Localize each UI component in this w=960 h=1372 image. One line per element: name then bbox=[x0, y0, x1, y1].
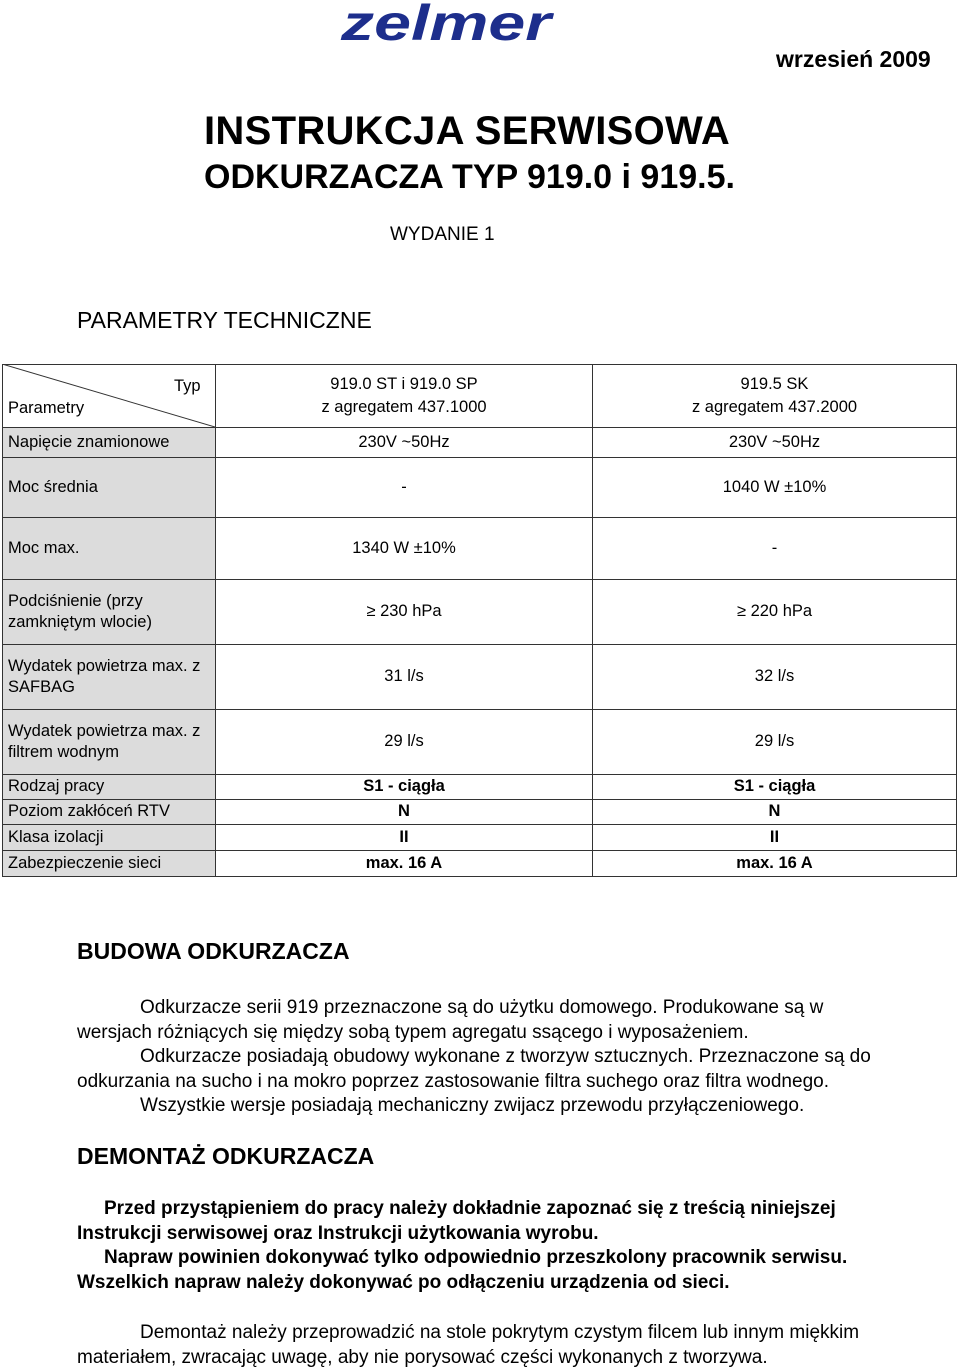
section-heading-params: PARAMETRY TECHNICZNE bbox=[77, 307, 372, 333]
issue-date: wrzesień 2009 bbox=[776, 46, 931, 72]
text-line: Odkurzacze serii 919 przeznaczone są do użytku domowego. Produkowane są w bbox=[140, 997, 824, 1018]
row-value: S1 - ciągła bbox=[593, 775, 957, 800]
row-label: Moc max. bbox=[2, 518, 216, 580]
zelmer-logo bbox=[338, 2, 554, 46]
row-value: 230V ~50Hz bbox=[593, 428, 957, 458]
row-value: 29 l/s bbox=[593, 710, 957, 775]
text-line: Odkurzacze posiadają obudowy wykonane z tworzyw sztucznych. Przeznaczone są do bbox=[140, 1046, 871, 1067]
row-label: Moc średnia bbox=[2, 458, 216, 518]
text-line: Demontaż należy przeprowadzić na stole pokrytym czystym filcem lub innym miękkim bbox=[140, 1322, 860, 1343]
corner-params-label: Parametry bbox=[8, 399, 85, 417]
row-value: ≥ 230 hPa bbox=[216, 580, 593, 645]
row-label: Wydatek powietrza max. z SAFBAG bbox=[2, 645, 216, 710]
text-line: materiałem, zwracając uwagę, aby nie porysować części wykonanych z tworzywa. bbox=[77, 1346, 768, 1368]
row-value: N bbox=[593, 800, 957, 825]
dismantle-paragraph bbox=[77, 1321, 957, 1370]
row-label: Poziom zakłóceń RTV bbox=[2, 800, 216, 825]
row-value: N bbox=[216, 800, 593, 825]
row-value: 230V ~50Hz bbox=[216, 428, 593, 458]
row-value: 31 l/s bbox=[216, 645, 593, 710]
row-value: 29 l/s bbox=[216, 710, 593, 775]
row-value: S1 - ciągła bbox=[216, 775, 593, 800]
safety-warning-paragraph bbox=[77, 1197, 957, 1295]
column-header-line: z agregatem 437.1000 bbox=[321, 397, 487, 416]
text-line: Wszelkich napraw należy dokonywać po odłączeniu urządzenia od sieci. bbox=[77, 1271, 730, 1293]
column-header-line: z agregatem 437.2000 bbox=[691, 397, 858, 416]
text-line: Napraw powinien dokonywać tylko odpowiednio przeszkolony pracownik serwisu. bbox=[104, 1247, 848, 1268]
row-value: max. 16 A bbox=[216, 851, 593, 877]
section-heading-dismantle: DEMONTAŻ ODKURZACZA bbox=[77, 1143, 375, 1169]
edition-label: WYDANIE 1 bbox=[390, 224, 495, 245]
row-label: Wydatek powietrza max. z filtrem wodnym bbox=[2, 710, 216, 775]
row-value: II bbox=[593, 825, 957, 851]
row-value: II bbox=[216, 825, 593, 851]
row-value: - bbox=[216, 458, 593, 518]
row-value: - bbox=[593, 518, 957, 580]
text-line: wersjach różniących się między sobą typem agregatu ssącego i wyposażeniem. bbox=[77, 1021, 749, 1043]
text-line: Wszystkie wersje posiadają mechaniczny zwijacz przewodu przyłączeniowego. bbox=[140, 1095, 805, 1116]
row-label: Napięcie znamionowe bbox=[2, 428, 216, 458]
document-title: INSTRUKCJA SERWISOWA bbox=[204, 109, 731, 153]
row-label: Podciśnienie (przy zamkniętym wlocie) bbox=[2, 580, 216, 645]
document-subtitle: ODKURZACZA TYP 919.0 i 919.5. bbox=[204, 158, 735, 196]
build-paragraph bbox=[77, 996, 957, 1119]
column-header-919-0 bbox=[216, 364, 593, 428]
row-label: Zabezpieczenie sieci bbox=[2, 851, 216, 877]
column-header-919-5 bbox=[593, 364, 957, 428]
text-line: Przed przystąpieniem do pracy należy dokładnie zapoznać się z treścią niniejszej bbox=[104, 1198, 836, 1219]
row-value: 1340 W ±10% bbox=[216, 518, 593, 580]
section-heading-build: BUDOWA ODKURZACZA bbox=[77, 938, 350, 964]
row-value: 1040 W ±10% bbox=[593, 458, 957, 518]
corner-type-label: Typ bbox=[174, 377, 201, 395]
table-corner-cell bbox=[2, 364, 216, 428]
logo-wordmark: zelmer bbox=[339, 2, 554, 46]
row-label: Klasa izolacji bbox=[2, 825, 216, 851]
column-header-line: 919.5 SK bbox=[740, 375, 809, 394]
row-value: max. 16 A bbox=[593, 851, 957, 877]
row-value: 32 l/s bbox=[593, 645, 957, 710]
parameters-table bbox=[2, 364, 957, 877]
column-header-line: 919.0 ST i 919.0 SP bbox=[330, 375, 478, 394]
row-value: ≥ 220 hPa bbox=[593, 580, 957, 645]
row-label: Rodzaj pracy bbox=[2, 775, 216, 800]
text-line: odkurzania na sucho i na mokro poprzez zastosowanie filtra suchego oraz filtra wodnego. bbox=[77, 1070, 829, 1092]
text-line: Instrukcji serwisowej oraz Instrukcji użytkowania wyrobu. bbox=[77, 1222, 599, 1244]
